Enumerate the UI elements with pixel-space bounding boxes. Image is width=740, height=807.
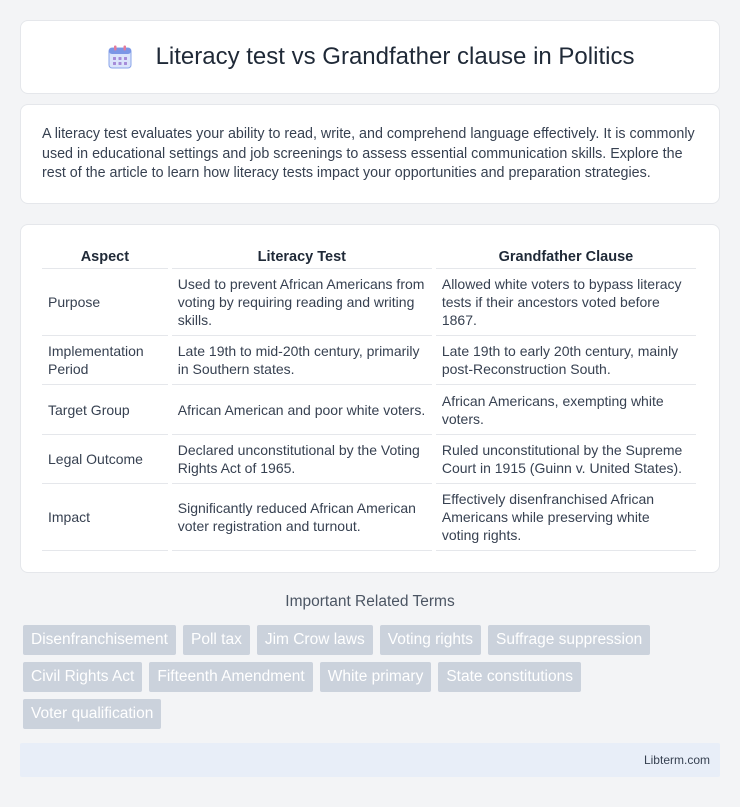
footer-site-link[interactable]: Libterm.com [643,753,710,767]
comparison-card [20,224,720,573]
grandfather-clause-cell: Ruled unconstitutional by the Supreme Court in 1915 (Guinn v. United States). [436,435,696,484]
aspect-cell: Legal Outcome [42,435,168,484]
calendar-icon [106,43,134,71]
grandfather-clause-cell: African Americans, exempting white voters. [436,385,696,435]
table-row [42,385,696,435]
title-card [20,20,720,94]
literacy-test-cell: African American and poor white voters. [172,385,432,435]
literacy-test-cell: Late 19th to mid-20th century, primarily in Southern states. [172,336,432,385]
table-row [42,269,696,336]
grandfather-clause-cell: Effectively disenfranchised African Americans while preserving white voting rights. [436,484,696,551]
term-tag-suffrage-suppression[interactable]: Suffrage suppression [488,625,650,655]
column-header-grandfather-clause: Grandfather Clause [436,245,696,269]
intro-text: A literacy test evaluates your ability to read, write, and comprehend language effectively. It is commonly used in educational settings and job screenings to assess essential communication skills. Explore the rest of the article to learn how literacy tests impact your opportunities and preparation strategies. [42,126,695,181]
table-header-row [42,245,696,269]
term-tag-poll-tax[interactable]: Poll tax [183,625,250,655]
grandfather-clause-cell: Late 19th to early 20th century, mainly post-Reconstruction South. [436,336,696,385]
grandfather-clause-cell: Allowed white voters to bypass literacy tests if their ancestors voted before 1867. [436,269,696,336]
term-tag-disenfranchisement[interactable]: Disenfranchisement [23,625,176,655]
aspect-cell: Impact [42,484,168,551]
column-header-literacy-test: Literacy Test [172,245,432,269]
term-tag-civil-rights-act[interactable]: Civil Rights Act [23,662,142,692]
page-title: Literacy test vs Grandfather clause in Politics [155,43,635,70]
column-header-aspect: Aspect [42,245,168,269]
table-row [42,336,696,385]
term-tag-white-primary[interactable]: White primary [320,662,432,692]
term-tag-state-constitutions[interactable]: State constitutions [438,662,581,692]
table-row [42,484,696,551]
term-tag-voting-rights[interactable]: Voting rights [380,625,481,655]
comparison-table [38,245,700,551]
term-tag-voter-qualification[interactable]: Voter qualification [23,699,161,729]
related-terms-heading: Important Related Terms [285,593,455,610]
literacy-test-cell: Declared unconstitutional by the Voting Rights Act of 1965. [172,435,432,484]
intro-card [20,104,720,204]
aspect-cell: Target Group [42,385,168,435]
table-row [42,435,696,484]
footer [20,743,720,777]
literacy-test-cell: Used to prevent African Americans from voting by requiring reading and writing skills. [172,269,432,336]
term-tag-jim-crow-laws[interactable]: Jim Crow laws [257,625,373,655]
term-tag-fifteenth-amendment[interactable]: Fifteenth Amendment [149,662,312,692]
related-terms-list [23,625,723,736]
literacy-test-cell: Significantly reduced African American voter registration and turnout. [172,484,432,551]
aspect-cell: Purpose [42,269,168,336]
aspect-cell: Implementation Period [42,336,168,385]
